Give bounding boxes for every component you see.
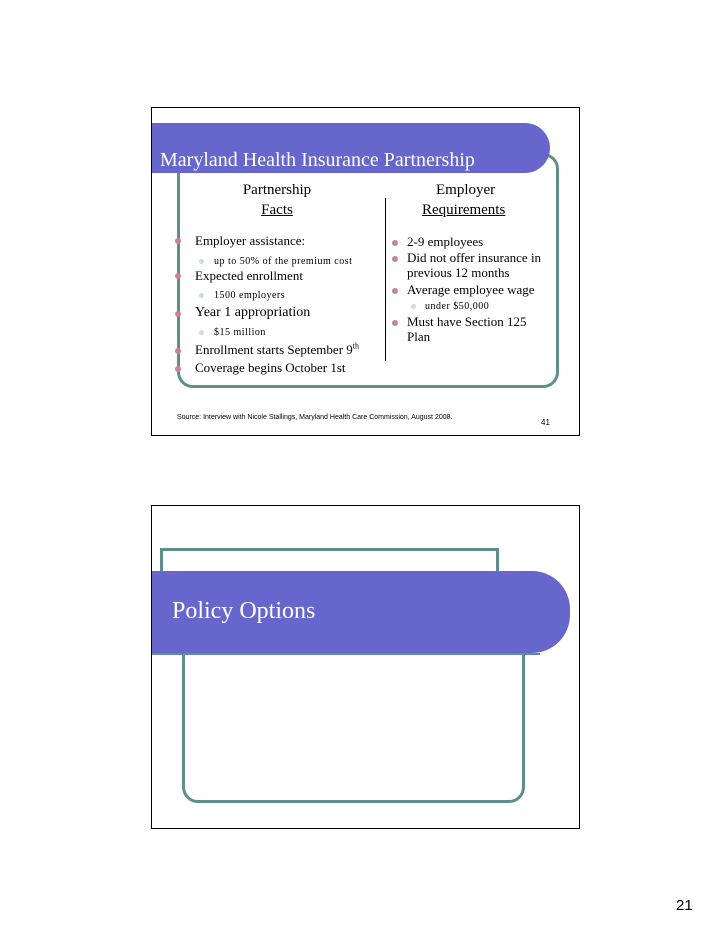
sub-bullet-icon — [199, 293, 204, 298]
list-item: Average employee wage — [407, 282, 535, 297]
bullet-icon — [175, 238, 181, 244]
title-bar — [152, 571, 570, 653]
title-bar — [152, 123, 550, 173]
list-item — [407, 250, 541, 280]
list-item: 2-9 employees — [407, 234, 484, 249]
slide-title: Maryland Health Insurance Partnership — [160, 149, 475, 171]
slide-41 — [151, 107, 580, 436]
header-line: Partnership — [242, 182, 312, 198]
bullet-icon — [175, 311, 181, 317]
list-item-continuation: previous 12 months — [407, 265, 510, 280]
employer-requirements-header — [422, 181, 522, 219]
header-line: Requirements — [422, 202, 506, 218]
sub-list-item: under $50,000 — [425, 301, 490, 312]
bullet-icon — [175, 348, 181, 354]
header-line: Facts — [261, 202, 293, 218]
sub-list-item: 1500 employers — [214, 290, 286, 301]
sub-bullet-icon — [199, 259, 204, 264]
bullet-icon — [392, 240, 398, 246]
list-item: Employer assistance: — [195, 233, 306, 248]
slide-title: Policy Options — [172, 598, 316, 624]
header-line: Employer — [436, 182, 496, 198]
list-item-continuation: Plan — [407, 329, 431, 344]
list-item-text: Enrollment starts September 9 — [195, 342, 353, 357]
partnership-facts-header — [207, 181, 347, 219]
slide-policy-options — [151, 505, 580, 829]
bullet-icon — [175, 273, 181, 279]
sub-bullet-icon — [411, 304, 416, 309]
source-citation: Source: Interview with Nicole Stallings, Maryland Health Care Commission, August 2008. — [177, 414, 453, 421]
list-item: Expected enrollment — [195, 268, 303, 283]
list-item — [407, 314, 527, 344]
list-item: Coverage begins October 1st — [195, 360, 346, 375]
column-divider — [385, 198, 386, 361]
bullet-icon — [175, 366, 181, 372]
bullet-icon — [392, 256, 398, 262]
page-number: 21 — [676, 897, 693, 914]
list-item: Year 1 appropriation — [195, 305, 311, 320]
list-item — [195, 342, 359, 357]
bullet-icon — [392, 288, 398, 294]
list-item-text: Must have Section 125 — [407, 314, 527, 329]
bullet-icon — [392, 320, 398, 326]
slide-number: 41 — [541, 418, 550, 427]
sub-list-item: $15 million — [214, 327, 266, 338]
sub-bullet-icon — [199, 330, 204, 335]
list-item-text: Did not offer insurance in — [407, 250, 542, 265]
sub-list-item: up to 50% of the premium cost — [214, 256, 353, 267]
superscript: th — [352, 341, 360, 351]
title-underline — [152, 653, 540, 655]
